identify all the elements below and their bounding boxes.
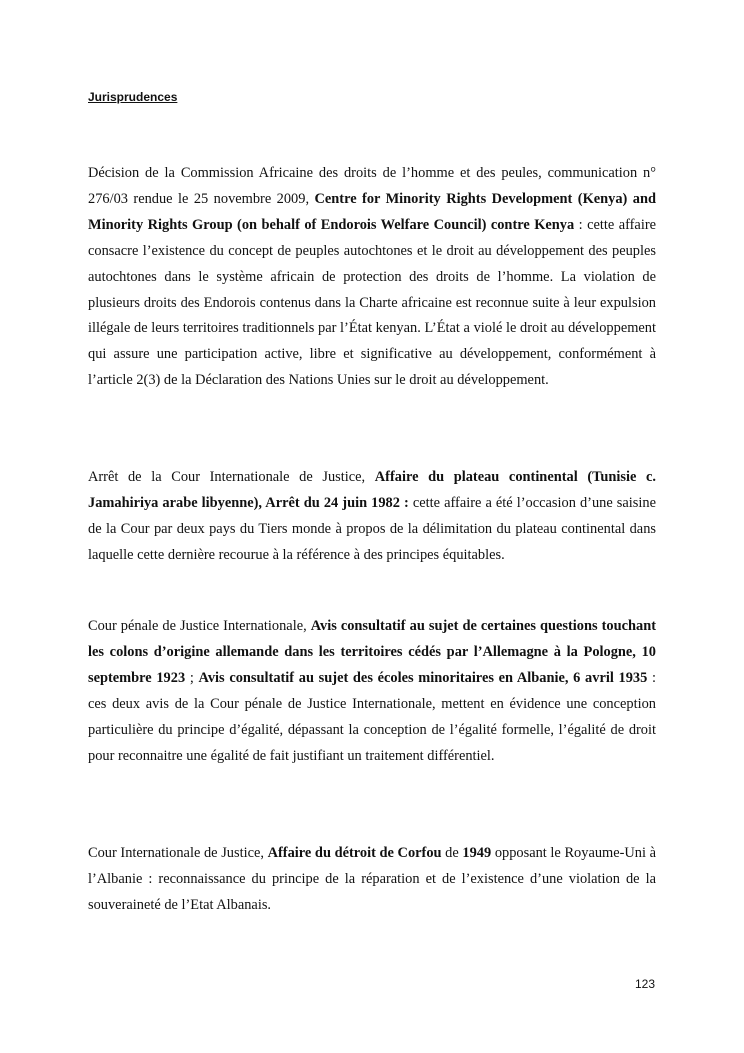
paragraph-text: ; [185, 669, 199, 686]
case-title-secondary: Avis consultatif au sujet des écoles minoritaires en Albanie, 6 avril 1935 [198, 669, 648, 686]
case-paragraph-plateau-continental [88, 465, 656, 569]
case-paragraph-endorois [88, 161, 656, 394]
case-title: Affaire du détroit de Corfou [267, 845, 442, 861]
page-number: 123 [634, 977, 655, 991]
case-paragraph-avis-consultatifs [88, 614, 656, 769]
paragraph-text: Arrêt de la Cour Internationale de Justice, [88, 469, 375, 485]
paragraph-text: Cour Internationale de Justice, [88, 845, 268, 861]
section-heading: Jurisprudences [88, 90, 178, 104]
paragraph-text: de [441, 845, 463, 861]
paragraph-text: cette affaire a été l’occasion d’une saisine de la Cour par deux pays du Tiers monde à propos de la délimitation du plateau continental dans laquelle cette dernière recourue à la référence à des principes équitables. [88, 494, 656, 563]
paragraph-text: : cette affaire consacre l’existence du concept de peuples autochtones et le droit au développement des peuples autochtones dans le système africain de protection des droits de l’homme. La violation de plusieurs droits des Endorois contenus dans la Charte africaine est reconnue suite à leur expulsion illégale de leurs territoires traditionnels par l’État kenyan. L’État a violé le droit au développement qui assure une participation active, libre et significative au développement, conformément à l’article 2(3) de la Déclaration des Nations Unies sur le droit au développement. [88, 216, 656, 389]
paragraph-text: opposant le Royaume-Uni à l’Albanie : reconnaissance du principe de la réparation et de l’existence d’une violation de la souveraineté de l’Etat Albanais. [88, 845, 657, 913]
case-year: 1949 [462, 845, 492, 861]
paragraph-text: Cour pénale de Justice Internationale, [88, 618, 311, 634]
case-paragraph-corfou [88, 841, 656, 919]
paragraph-text: Décision de la Commission Africaine des droits de l’homme et des peules, communication n° 276/03 rendue le 25 novembre 2009, [88, 165, 656, 207]
case-title: Affaire du plateau continental (Tunisie c. Jamahiriya arabe libyenne), Arrêt du 24 juin 1982 : [88, 469, 656, 511]
case-title: Avis consultatif au sujet de certaines questions touchant les colons d’origine allemande dans les territoires cédés par l’Allemagne à la Pologne, 10 septembre 1923 [88, 618, 656, 686]
paragraph-text: : ces deux avis de la Cour pénale de Justice Internationale, mettent en évidence une conception particulière du principe d’égalité, dépassant la conception de l’égalité formelle, l’égalité de droit pour reconnaitre une égalité de fait justifiant un traitement différentiel. [88, 669, 656, 764]
case-title: Centre for Minority Rights Development (Kenya) and Minority Rights Group (on behalf of Endorois Welfare Council) contre Kenya [88, 190, 656, 233]
